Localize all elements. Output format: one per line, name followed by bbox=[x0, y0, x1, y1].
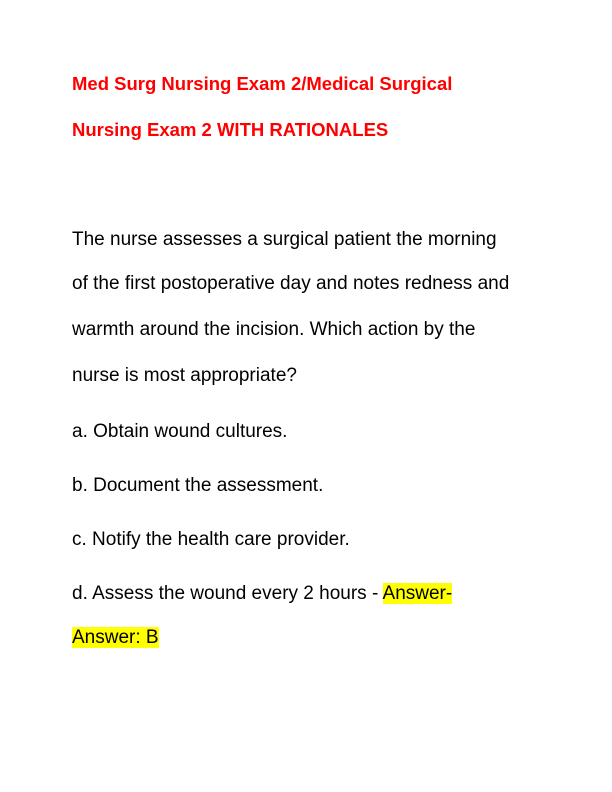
answer-prefix-highlight: Answer- bbox=[382, 583, 453, 604]
question-text-line: nurse is most appropriate? bbox=[72, 365, 297, 386]
option-d-line bbox=[72, 582, 452, 606]
option-d: d. Assess the wound every 2 hours - bbox=[72, 583, 383, 604]
question-text-line: of the first postoperative day and notes redness and bbox=[72, 273, 510, 294]
option-b: b. Document the assessment. bbox=[72, 475, 324, 496]
answer-line bbox=[72, 626, 159, 650]
document-title-line-1: Med Surg Nursing Exam 2/Medical Surgical bbox=[72, 73, 453, 94]
question-text-line: warmth around the incision. Which action by the bbox=[72, 319, 476, 340]
document-title-line-2: Nursing Exam 2 WITH RATIONALES bbox=[72, 119, 389, 140]
answer-highlight: Answer: B bbox=[72, 627, 159, 648]
option-c: c. Notify the health care provider. bbox=[72, 529, 350, 550]
question-text-line: The nurse assesses a surgical patient the morning bbox=[72, 229, 497, 250]
option-a: a. Obtain wound cultures. bbox=[72, 421, 288, 442]
